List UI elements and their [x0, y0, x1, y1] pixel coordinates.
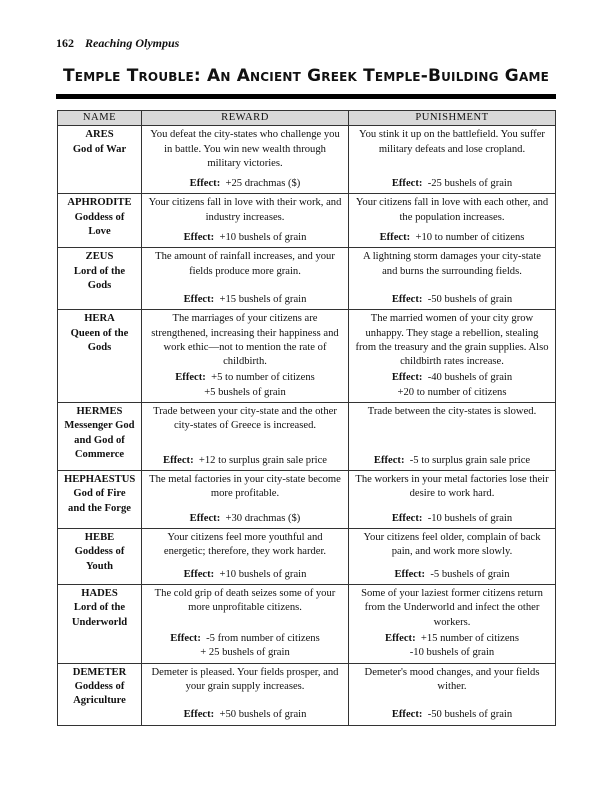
- punishment-description: You stink it up on the battlefield. You suffer military defeats and lose cropland.: [359, 129, 545, 155]
- effect-line: [355, 386, 549, 400]
- reward-effect: [148, 371, 342, 400]
- punishment-effect: [355, 454, 549, 468]
- effect-value: -5 bushels of grain: [430, 568, 510, 580]
- god-name: DEMETER: [72, 666, 127, 678]
- effect-label: Effect:: [189, 512, 221, 524]
- running-header: [56, 36, 179, 51]
- reward-description: The metal factories in your city-state become more profitable.: [149, 474, 341, 500]
- table-row: [58, 194, 556, 248]
- effect-label: Effect:: [385, 632, 416, 644]
- table-row: [58, 310, 556, 403]
- reward-cell: [142, 310, 349, 403]
- effect-label: Effect:: [189, 178, 221, 189]
- god-title: Goddess of Youth: [74, 546, 125, 572]
- column-header-reward: REWARD: [142, 111, 349, 126]
- reward-cell: [142, 194, 349, 248]
- punishment-cell: [349, 310, 556, 403]
- effect-value: +10 to number of citizens: [415, 232, 525, 243]
- effect-line: [355, 708, 549, 722]
- effect-line: [148, 568, 342, 582]
- punishment-description: A lightning storm damages your city-state and burns the surrounding fields.: [362, 251, 541, 277]
- effect-line: [355, 454, 549, 468]
- effect-line: [148, 386, 342, 400]
- effect-line: [148, 708, 342, 722]
- effect-value: +5 to number of citizens: [211, 372, 315, 384]
- punishment-cell: [349, 663, 556, 725]
- effect-value: -40 bushels of grain: [427, 372, 513, 384]
- effect-line: [148, 371, 342, 385]
- punishment-description: Your citizens fall in love with each other, and the population increases.: [355, 197, 549, 223]
- punishment-description: Trade between the city-states is slowed.: [367, 406, 537, 418]
- page-title: Temple Trouble: An Ancient Greek Temple-Building Game: [63, 66, 549, 86]
- table-row: [58, 585, 556, 663]
- punishment-effect: [355, 568, 549, 582]
- reward-cell: [142, 403, 349, 471]
- effect-label: Effect:: [170, 632, 201, 644]
- god-name-cell: [58, 529, 142, 585]
- effect-line: [355, 177, 549, 191]
- effect-value: -10 bushels of grain: [427, 512, 513, 524]
- effect-label: Effect:: [183, 709, 215, 721]
- god-name: ARES: [85, 129, 114, 141]
- table-row: [58, 529, 556, 585]
- god-title: God of Fire and the Forge: [68, 488, 131, 514]
- reward-description: Your citizens fall in love with their work, and industry increases.: [148, 197, 342, 223]
- effect-label: Effect:: [373, 454, 405, 466]
- effect-value: -25 bushels of grain: [427, 178, 513, 189]
- effect-line: [148, 293, 342, 307]
- effect-label: Effect:: [379, 232, 411, 243]
- reward-description: The amount of rainfall increases, and your fields produce more grain.: [155, 251, 335, 277]
- effect-label: Effect:: [391, 512, 423, 524]
- god-name: HERMES: [76, 406, 123, 418]
- punishment-description: Your citizens feel older, complain of back pain, and work more slowly.: [363, 532, 541, 558]
- effect-value: +30 drachmas ($): [225, 512, 301, 524]
- reward-description: Your citizens feel more youthful and energetic; therefore, they work harder.: [163, 532, 327, 558]
- god-name: APHRODITE: [67, 197, 132, 209]
- effect-label: Effect:: [391, 372, 423, 384]
- reward-description: Demeter is pleased. Your fields prosper, and your grain supply increases.: [151, 666, 339, 692]
- effect-label: Effect:: [163, 454, 194, 466]
- punishment-cell: [349, 529, 556, 585]
- effect-line: [355, 371, 549, 385]
- table-row: [58, 248, 556, 310]
- gods-table: [57, 110, 556, 726]
- effect-line: [355, 632, 549, 646]
- punishment-effect: [355, 293, 549, 307]
- god-name-cell: [58, 471, 142, 529]
- reward-description: The cold grip of death seizes some of your more unprofitable citizens.: [154, 588, 336, 614]
- punishment-cell: [349, 194, 556, 248]
- reward-description: The marriages of your citizens are strengthened, increasing their happiness and work ethic—not to mention the rate of childbirth.: [151, 313, 339, 368]
- reward-cell: [142, 471, 349, 529]
- effect-value: +12 to surplus grain sale price: [198, 454, 327, 466]
- reward-effect: [148, 708, 342, 722]
- effect-value: +10 bushels of grain: [219, 568, 307, 580]
- god-name-cell: [58, 663, 142, 725]
- punishment-description: The workers in your metal factories lose their desire to work hard.: [355, 474, 549, 500]
- god-title: Goddess of Agriculture: [73, 680, 126, 707]
- god-name: HERA: [84, 313, 115, 325]
- reward-effect: [148, 512, 342, 526]
- effect-value: -50 bushels of grain: [427, 294, 513, 305]
- effect-value: +50 bushels of grain: [219, 709, 307, 721]
- effect-value: +5 bushels of grain: [204, 386, 286, 398]
- effect-label: Effect:: [183, 232, 215, 243]
- reward-cell: [142, 126, 349, 194]
- god-name-cell: [58, 248, 142, 310]
- effect-value: -5 to surplus grain sale price: [409, 454, 531, 466]
- effect-value: +10 bushels of grain: [219, 232, 307, 243]
- punishment-cell: [349, 471, 556, 529]
- god-name: ZEUS: [85, 251, 114, 263]
- effect-value: -10 bushels of grain: [409, 647, 495, 659]
- reward-cell: [142, 529, 349, 585]
- effect-value: +20 to number of citizens: [397, 386, 507, 398]
- table-row: [58, 471, 556, 529]
- effect-value: +25 drachmas ($): [225, 178, 301, 189]
- effect-line: [148, 632, 342, 646]
- effect-label: Effect:: [183, 294, 215, 305]
- punishment-effect: [355, 177, 549, 191]
- effect-value: + 25 bushels of grain: [200, 647, 290, 659]
- table-header-row: [58, 111, 556, 126]
- effect-line: [355, 568, 549, 582]
- column-header-punishment: PUNISHMENT: [349, 111, 556, 126]
- reward-cell: [142, 663, 349, 725]
- effect-line: [148, 512, 342, 526]
- effect-value: +15 bushels of grain: [219, 294, 307, 305]
- reward-cell: [142, 248, 349, 310]
- effect-value: -5 from number of citizens: [206, 632, 320, 644]
- god-title: Lord of the Gods: [73, 265, 126, 291]
- punishment-description: The married women of your city grow unhappy. They stage a rebellion, stealing from the treasury and the grain supplies. Also childbirth rates increase.: [355, 313, 549, 368]
- effect-line: [148, 177, 342, 191]
- punishment-cell: [349, 126, 556, 194]
- punishment-effect: [355, 708, 549, 722]
- table-row: [58, 126, 556, 194]
- effect-line: [355, 512, 549, 526]
- god-title: Goddess of Love: [74, 211, 125, 237]
- god-name-cell: [58, 194, 142, 248]
- column-header-name: NAME: [58, 111, 142, 126]
- god-name-cell: [58, 126, 142, 194]
- god-title: God of War: [72, 143, 127, 155]
- effect-label: Effect:: [394, 568, 426, 580]
- effect-label: Effect:: [391, 294, 423, 305]
- effect-label: Effect:: [391, 178, 423, 189]
- effect-label: Effect:: [183, 568, 215, 580]
- page-number: 162: [56, 36, 74, 50]
- god-title: Lord of the Underworld: [71, 602, 128, 628]
- effect-line: [355, 231, 549, 245]
- effect-line: [148, 454, 342, 468]
- reward-effect: [148, 231, 342, 245]
- god-name: HEBE: [84, 532, 115, 544]
- effect-line: [355, 293, 549, 307]
- book-title: Reaching Olympus: [85, 36, 180, 50]
- punishment-effect: [355, 512, 549, 526]
- reward-effect: [148, 177, 342, 191]
- punishment-cell: [349, 403, 556, 471]
- effect-line: [355, 646, 549, 660]
- punishment-description: Demeter's mood changes, and your fields wither.: [364, 666, 540, 692]
- punishment-cell: [349, 248, 556, 310]
- title-rule: [56, 94, 556, 99]
- god-name-cell: [58, 310, 142, 403]
- punishment-cell: [349, 585, 556, 663]
- reward-description: You defeat the city-states who challenge you in battle. You win new wealth through military victories.: [150, 129, 340, 169]
- reward-effect: [148, 568, 342, 582]
- reward-effect: [148, 293, 342, 307]
- punishment-effect: [355, 632, 549, 661]
- effect-value: +15 number of citizens: [420, 632, 519, 644]
- reward-effect: [148, 454, 342, 468]
- punishment-effect: [355, 371, 549, 400]
- effect-value: -50 bushels of grain: [427, 709, 513, 721]
- effect-line: [148, 646, 342, 660]
- reward-description: Trade between your city-state and the other city-states of Greece is increased.: [153, 406, 337, 432]
- god-name: HEPHAESTUS: [64, 474, 136, 486]
- effect-line: [148, 231, 342, 245]
- god-name-cell: [58, 585, 142, 663]
- effect-label: Effect:: [175, 372, 206, 384]
- god-title: Messenger God and God of Commerce: [64, 420, 135, 460]
- effect-label: Effect:: [391, 709, 423, 721]
- god-title: Queen of the Gods: [70, 327, 129, 353]
- table-row: [58, 403, 556, 471]
- punishment-effect: [355, 231, 549, 245]
- god-name: HADES: [81, 588, 118, 600]
- reward-cell: [142, 585, 349, 663]
- table-row: [58, 663, 556, 725]
- reward-effect: [148, 632, 342, 661]
- punishment-description: Some of your laziest former citizens return from the Underworld and infect the other workers.: [361, 588, 543, 628]
- god-name-cell: [58, 403, 142, 471]
